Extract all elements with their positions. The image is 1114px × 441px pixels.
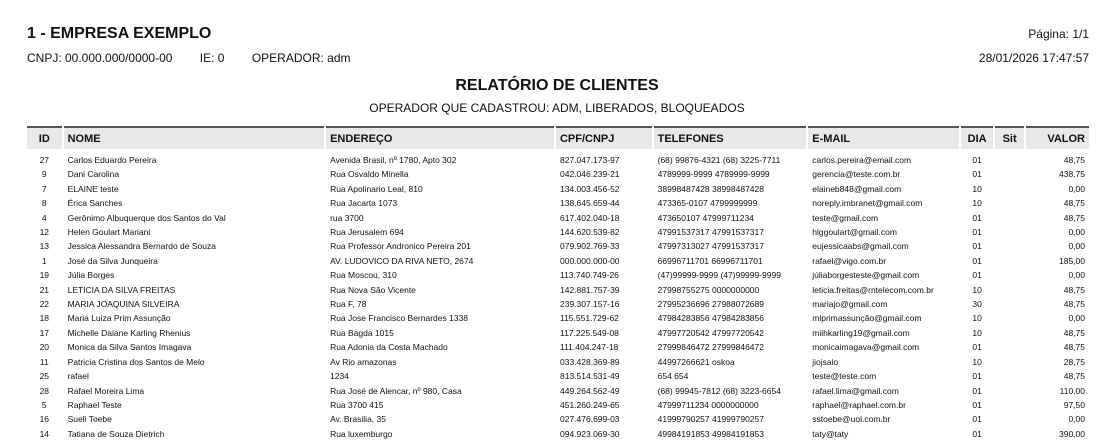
cell-telefones: 4789999-9999 4789999-9999 [657, 169, 770, 180]
cell-valor: 0,00 [1068, 183, 1085, 194]
cell-cpf-cnpj: 027.476.699-03 [559, 414, 620, 425]
cell-nome: rafael [67, 371, 89, 382]
cell-cpf-cnpj: 033.428.369-89 [559, 356, 620, 367]
cell-email: raphael@raphael.com.br [812, 399, 906, 410]
cell-id: 17 [39, 327, 50, 338]
cell-cpf-cnpj: 144.620.539-82 [559, 227, 620, 238]
table-row [27, 384, 1089, 398]
cell-sit [995, 239, 1023, 253]
cell-valor: 48,75 [1063, 284, 1085, 295]
cell-telefones: 41999790257 41999790257 [657, 414, 764, 425]
cell-id: 5 [41, 399, 47, 410]
cell-valor: 0,00 [1068, 227, 1085, 238]
cell-email: sstoebe@uol.com.br [812, 414, 891, 425]
cell-id: 28 [39, 385, 50, 396]
cell-telefones: (47)99999-9999 (47)99999-9999 [657, 270, 781, 281]
cell-email: mariajo@gmail.com [812, 299, 888, 310]
cell-dia: 01 [972, 270, 982, 281]
cell-cpf-cnpj: 117.225.549-08 [559, 327, 619, 338]
cell-nome: Patricia Cristina dos Santos de Melo [67, 356, 205, 367]
table-row [27, 340, 1089, 354]
cell-telefones: 47984283856 47984283856 [657, 313, 764, 324]
cell-nome: Érica Sanches [67, 198, 123, 209]
report-subtitle: OPERADOR QUE CADASTROU: ADM, LIBERADOS, BLOQUEADOS [369, 101, 745, 115]
cell-sit [995, 355, 1023, 369]
cell-valor: 0,00 [1068, 313, 1085, 324]
cell-endereco: Rua luxemburgo [330, 428, 393, 439]
clients-table [25, 126, 1091, 441]
cell-cpf-cnpj: 079.902.769-33 [559, 241, 620, 252]
cell-email: hlggoulart@gmail.com [812, 227, 897, 238]
cell-dia: 10 [972, 313, 982, 324]
cell-email: jiojsaio [812, 356, 839, 367]
cell-endereco: Rua 3700 415 [330, 399, 384, 410]
cell-sit [995, 196, 1023, 210]
cell-id: 13 [39, 241, 50, 252]
table-row [27, 398, 1089, 412]
operator: OPERADOR: adm [251, 51, 351, 65]
column-header-cpf-cnpj: CPF/CNPJ [556, 126, 652, 149]
cell-nome: Helen Goulart Mariani [67, 227, 151, 238]
column-header-email: E-MAIL [808, 126, 959, 149]
cell-dia: 01 [972, 241, 982, 252]
report-datetime: 28/01/2026 17:47:57 [978, 51, 1089, 65]
table-row [27, 254, 1089, 268]
cell-endereco: Rua Apolinario Leal, 810 [330, 183, 423, 194]
cell-cpf-cnpj: 042.046.239-21 [559, 169, 620, 180]
cell-endereco: Avenida Brasil, nº 1780, Apto 302 [330, 155, 457, 165]
cell-nome: Rafael Moreira Lima [67, 385, 145, 396]
cell-cpf-cnpj: 449.264.562-49 [559, 385, 620, 396]
cell-cpf-cnpj: 142.881.757-39 [559, 284, 620, 295]
cell-valor: 438,75 [1059, 169, 1085, 180]
cell-endereco: rua 3700 [330, 212, 364, 223]
table-row [27, 167, 1089, 181]
cell-endereco: Rua F, 78 [330, 299, 367, 310]
cell-email: noreply.imbranet@gmail.com [812, 198, 923, 209]
cell-dia: 01 [972, 212, 982, 223]
cell-nome: Gerônimo Albuquerque dos Santos do Val [67, 212, 226, 223]
cell-telefones: 473650107 47999711234 [657, 212, 754, 223]
cell-dia: 01 [972, 155, 982, 165]
cell-endereco: Rua Nova São Vicente [330, 284, 416, 295]
cell-sit [995, 211, 1023, 225]
cell-cpf-cnpj: 094.923.069-30 [559, 428, 620, 439]
cell-sit [995, 268, 1023, 282]
cell-id: 4 [41, 212, 47, 223]
ie: IE: 0 [199, 51, 225, 65]
cell-nome: Sueli Toebe [67, 414, 112, 425]
cell-email: gerencia@teste.com.br [812, 169, 901, 180]
table-row [27, 326, 1089, 340]
cell-sit [995, 297, 1023, 311]
cell-endereco: Rua Jose Francisco Bernardes 1338 [330, 313, 469, 324]
cell-sit [995, 369, 1023, 383]
cell-telefones: 47997720542 47997720542 [657, 327, 764, 338]
cell-endereco: AV. LUDOVICO DA RIVA NETO, 2674 [330, 255, 474, 266]
cell-id: 25 [39, 371, 50, 382]
column-header-telefones: TELEFONES [654, 126, 807, 149]
cell-sit [995, 340, 1023, 354]
table-row [27, 311, 1089, 325]
cell-endereco: Av Rio amazonas [330, 356, 397, 367]
cell-id: 27 [39, 155, 50, 165]
cell-cpf-cnpj: 134.003.456-52 [559, 183, 620, 194]
cell-endereco: 1234 [330, 371, 349, 382]
cell-valor: 48,75 [1063, 212, 1085, 223]
cell-telefones: 473365-0107 4799999999 [657, 198, 758, 209]
cell-cpf-cnpj: 813.514.531-49 [559, 371, 620, 382]
cell-id: 12 [39, 227, 50, 238]
cell-dia: 01 [972, 342, 982, 353]
cell-nome: Monica da Silva Santos Imagava [67, 342, 192, 353]
cell-email: mlprimassunção@gmail.com [812, 313, 922, 324]
cell-sit [995, 225, 1023, 239]
table-row [27, 355, 1089, 369]
cell-telefones: (68) 99876-4321 (68) 3225-7711 [657, 155, 781, 165]
cell-valor: 28,75 [1063, 356, 1085, 367]
cell-endereco: Rua Bagda 1015 [330, 327, 394, 338]
table-row [27, 182, 1089, 196]
cell-email: leticia.freitas@rntelecom.com.br [812, 284, 934, 295]
cell-sit [995, 167, 1023, 181]
table-row [27, 149, 1089, 167]
cell-nome: Jessica Alessandra Bernardo de Souza [67, 241, 216, 252]
table-row [27, 268, 1089, 282]
cell-dia: 01 [972, 169, 982, 180]
cell-nome: Maria Luiza Prim Assunção [67, 313, 171, 324]
cell-endereco: Rua Osvaldo Minella [330, 169, 409, 180]
cell-endereco: Rua Professor Andronico Pereira 201 [330, 241, 471, 252]
cell-dia: 01 [972, 227, 982, 238]
cell-email: elaineb848@gmail.com [812, 183, 902, 194]
cell-telefones: 44997266621 oskoa [657, 356, 735, 367]
cell-valor: 48,75 [1063, 342, 1085, 353]
cell-telefones: (68) 99945-7812 (68) 3223-6654 [657, 385, 781, 396]
cell-email: rafael@vigo.com.br [812, 255, 887, 266]
cell-cpf-cnpj: 115.551.729-62 [559, 313, 619, 324]
column-header-sit: Sit [995, 126, 1023, 149]
cell-valor: 0,00 [1068, 270, 1085, 281]
cell-valor: 97,50 [1063, 399, 1085, 410]
cell-nome: Júlia Borges [67, 270, 115, 281]
cell-sit [995, 311, 1023, 325]
cell-sit [995, 283, 1023, 297]
cell-cpf-cnpj: 113.740.749-26 [559, 270, 619, 281]
column-header-nome: NOME [64, 126, 324, 149]
cell-id: 16 [39, 414, 50, 425]
cell-id: 11 [39, 356, 49, 367]
cell-nome: José da Silva Junqueira [67, 255, 158, 266]
cell-email: monicaimagava@gmail.com [812, 342, 920, 353]
cell-dia: 01 [972, 428, 982, 439]
table-row [27, 283, 1089, 297]
cell-telefones: 27998755275 0000000000 [657, 284, 760, 295]
cell-cpf-cnpj: 239.307.157-16 [559, 299, 620, 310]
cell-telefones: 47997313027 47991537317 [657, 241, 764, 252]
cell-valor: 0,00 [1068, 241, 1085, 252]
cell-id: 18 [39, 313, 50, 324]
column-header-endereco: ENDEREÇO [326, 126, 554, 149]
cell-dia: 30 [972, 299, 982, 310]
cell-dia: 01 [972, 371, 982, 382]
cell-nome: ELAINE teste [67, 183, 119, 194]
cell-id: 14 [39, 428, 50, 439]
cell-valor: 185,00 [1059, 255, 1085, 266]
cell-id: 21 [39, 284, 50, 295]
table-header-row [27, 126, 1089, 149]
cell-email: carlos.pereira@email.com [812, 155, 912, 165]
table-row [27, 196, 1089, 210]
cell-email: taty@taty [812, 428, 849, 439]
cell-sit [995, 412, 1023, 426]
cell-nome: Raphael Teste [67, 399, 122, 410]
cell-nome: Dani Carolina [67, 169, 120, 180]
cell-id: 7 [41, 183, 47, 194]
cell-email: miihkarling19@gmail.com [812, 327, 910, 338]
cell-valor: 48,75 [1063, 299, 1085, 310]
cell-telefones: 27995236696 27988072689 [657, 299, 764, 310]
column-header-dia: DIA [961, 126, 994, 149]
cell-nome: Tatiana de Souza Dietrich [67, 428, 165, 439]
table-row [27, 239, 1089, 253]
cell-cpf-cnpj: 827.047.173-97 [559, 155, 620, 165]
cell-dia: 10 [972, 356, 982, 367]
cell-telefones: 654 654 [657, 371, 689, 382]
cell-dia: 10 [972, 198, 982, 209]
cell-id: 9 [41, 169, 47, 180]
cell-dia: 01 [972, 414, 982, 425]
cell-email: teste@gmail.com [812, 212, 879, 223]
cell-nome: MARIA JOAQUINA SILVEIRA [67, 299, 180, 310]
cell-telefones: 66996711701 66996711701 [657, 255, 763, 266]
cell-email: eujessicaabs@gmail.com [812, 241, 909, 252]
cell-valor: 48,75 [1063, 198, 1085, 209]
cell-endereco: Rua Moscou, 310 [330, 270, 397, 281]
cell-sit [995, 398, 1023, 412]
cell-nome: Carlos Eduardo Pereira [67, 155, 157, 165]
cell-id: 20 [39, 342, 50, 353]
cell-telefones: 27999846472 27999846472 [657, 342, 764, 353]
cell-email: júliaborgesteste@gmail.com [812, 270, 920, 281]
cell-valor: 48,75 [1063, 371, 1085, 382]
cell-telefones: 47991537317 47991537317 [657, 227, 764, 238]
cnpj: CNPJ: 00.000.000/0000-00 [27, 51, 173, 65]
cell-valor: 390,00 [1059, 428, 1085, 439]
cell-endereco: Rua Jacarta 1073 [330, 198, 398, 209]
cell-valor: 0,00 [1068, 414, 1085, 425]
cell-sit [995, 254, 1023, 268]
cell-endereco: Rua Jerusalem 694 [330, 227, 404, 238]
cell-id: 1 [41, 255, 47, 266]
table-row [27, 412, 1089, 426]
column-header-valor: VALOR [1026, 126, 1089, 149]
cell-dia: 01 [972, 255, 982, 266]
cell-id: 22 [39, 299, 50, 310]
table-row [27, 225, 1089, 239]
company-info [27, 51, 375, 65]
cell-telefones: 38998487428 38998487428 [657, 183, 764, 194]
cell-cpf-cnpj: 451.260.249-65 [559, 399, 620, 410]
table-row [27, 369, 1089, 383]
cell-dia: 10 [972, 183, 982, 194]
cell-cpf-cnpj: 111.404.247-18 [559, 342, 619, 353]
report-title: RELATÓRIO DE CLIENTES [455, 77, 659, 94]
table-row [27, 211, 1089, 225]
cell-endereco: Av. Brasilia, 35 [330, 414, 386, 425]
cell-email: teste@teste.com [812, 371, 877, 382]
cell-cpf-cnpj: 000.000.000-00 [559, 255, 620, 266]
cell-telefones: 47999711234 0000000000 [657, 399, 759, 410]
cell-telefones: 49984191853 49984191853 [657, 428, 764, 439]
cell-dia: 01 [972, 399, 982, 410]
table-row [27, 297, 1089, 311]
cell-valor: 48,75 [1063, 155, 1085, 165]
cell-cpf-cnpj: 138.645.659-44 [559, 198, 620, 209]
cell-sit [995, 384, 1023, 398]
cell-dia: 01 [972, 385, 982, 396]
cell-endereco: Rua Adonia da Costa Machado [330, 342, 448, 353]
cell-dia: 10 [972, 327, 982, 338]
cell-cpf-cnpj: 617.402.040-18 [559, 212, 620, 223]
cell-sit [995, 149, 1023, 167]
cell-sit [995, 182, 1023, 196]
cell-valor: 110,00 [1059, 385, 1085, 396]
cell-sit [995, 326, 1023, 340]
cell-valor: 48,75 [1063, 327, 1085, 338]
company-name: 1 - EMPRESA EXEMPLO [27, 25, 212, 42]
page-number: Página: 1/1 [1028, 27, 1089, 41]
cell-dia: 10 [972, 284, 982, 295]
cell-email: rafael.lima@gmail.com [812, 385, 899, 396]
cell-nome: LETICIA DA SILVA FREITAS [67, 284, 176, 295]
column-header-id: ID [27, 126, 62, 149]
cell-id: 8 [41, 198, 47, 209]
cell-id: 19 [39, 270, 50, 281]
cell-endereco: Rua José de Alencar, nº 980, Casa [330, 385, 462, 396]
cell-nome: Michelle Daiane Karling Rhenius [67, 327, 191, 338]
